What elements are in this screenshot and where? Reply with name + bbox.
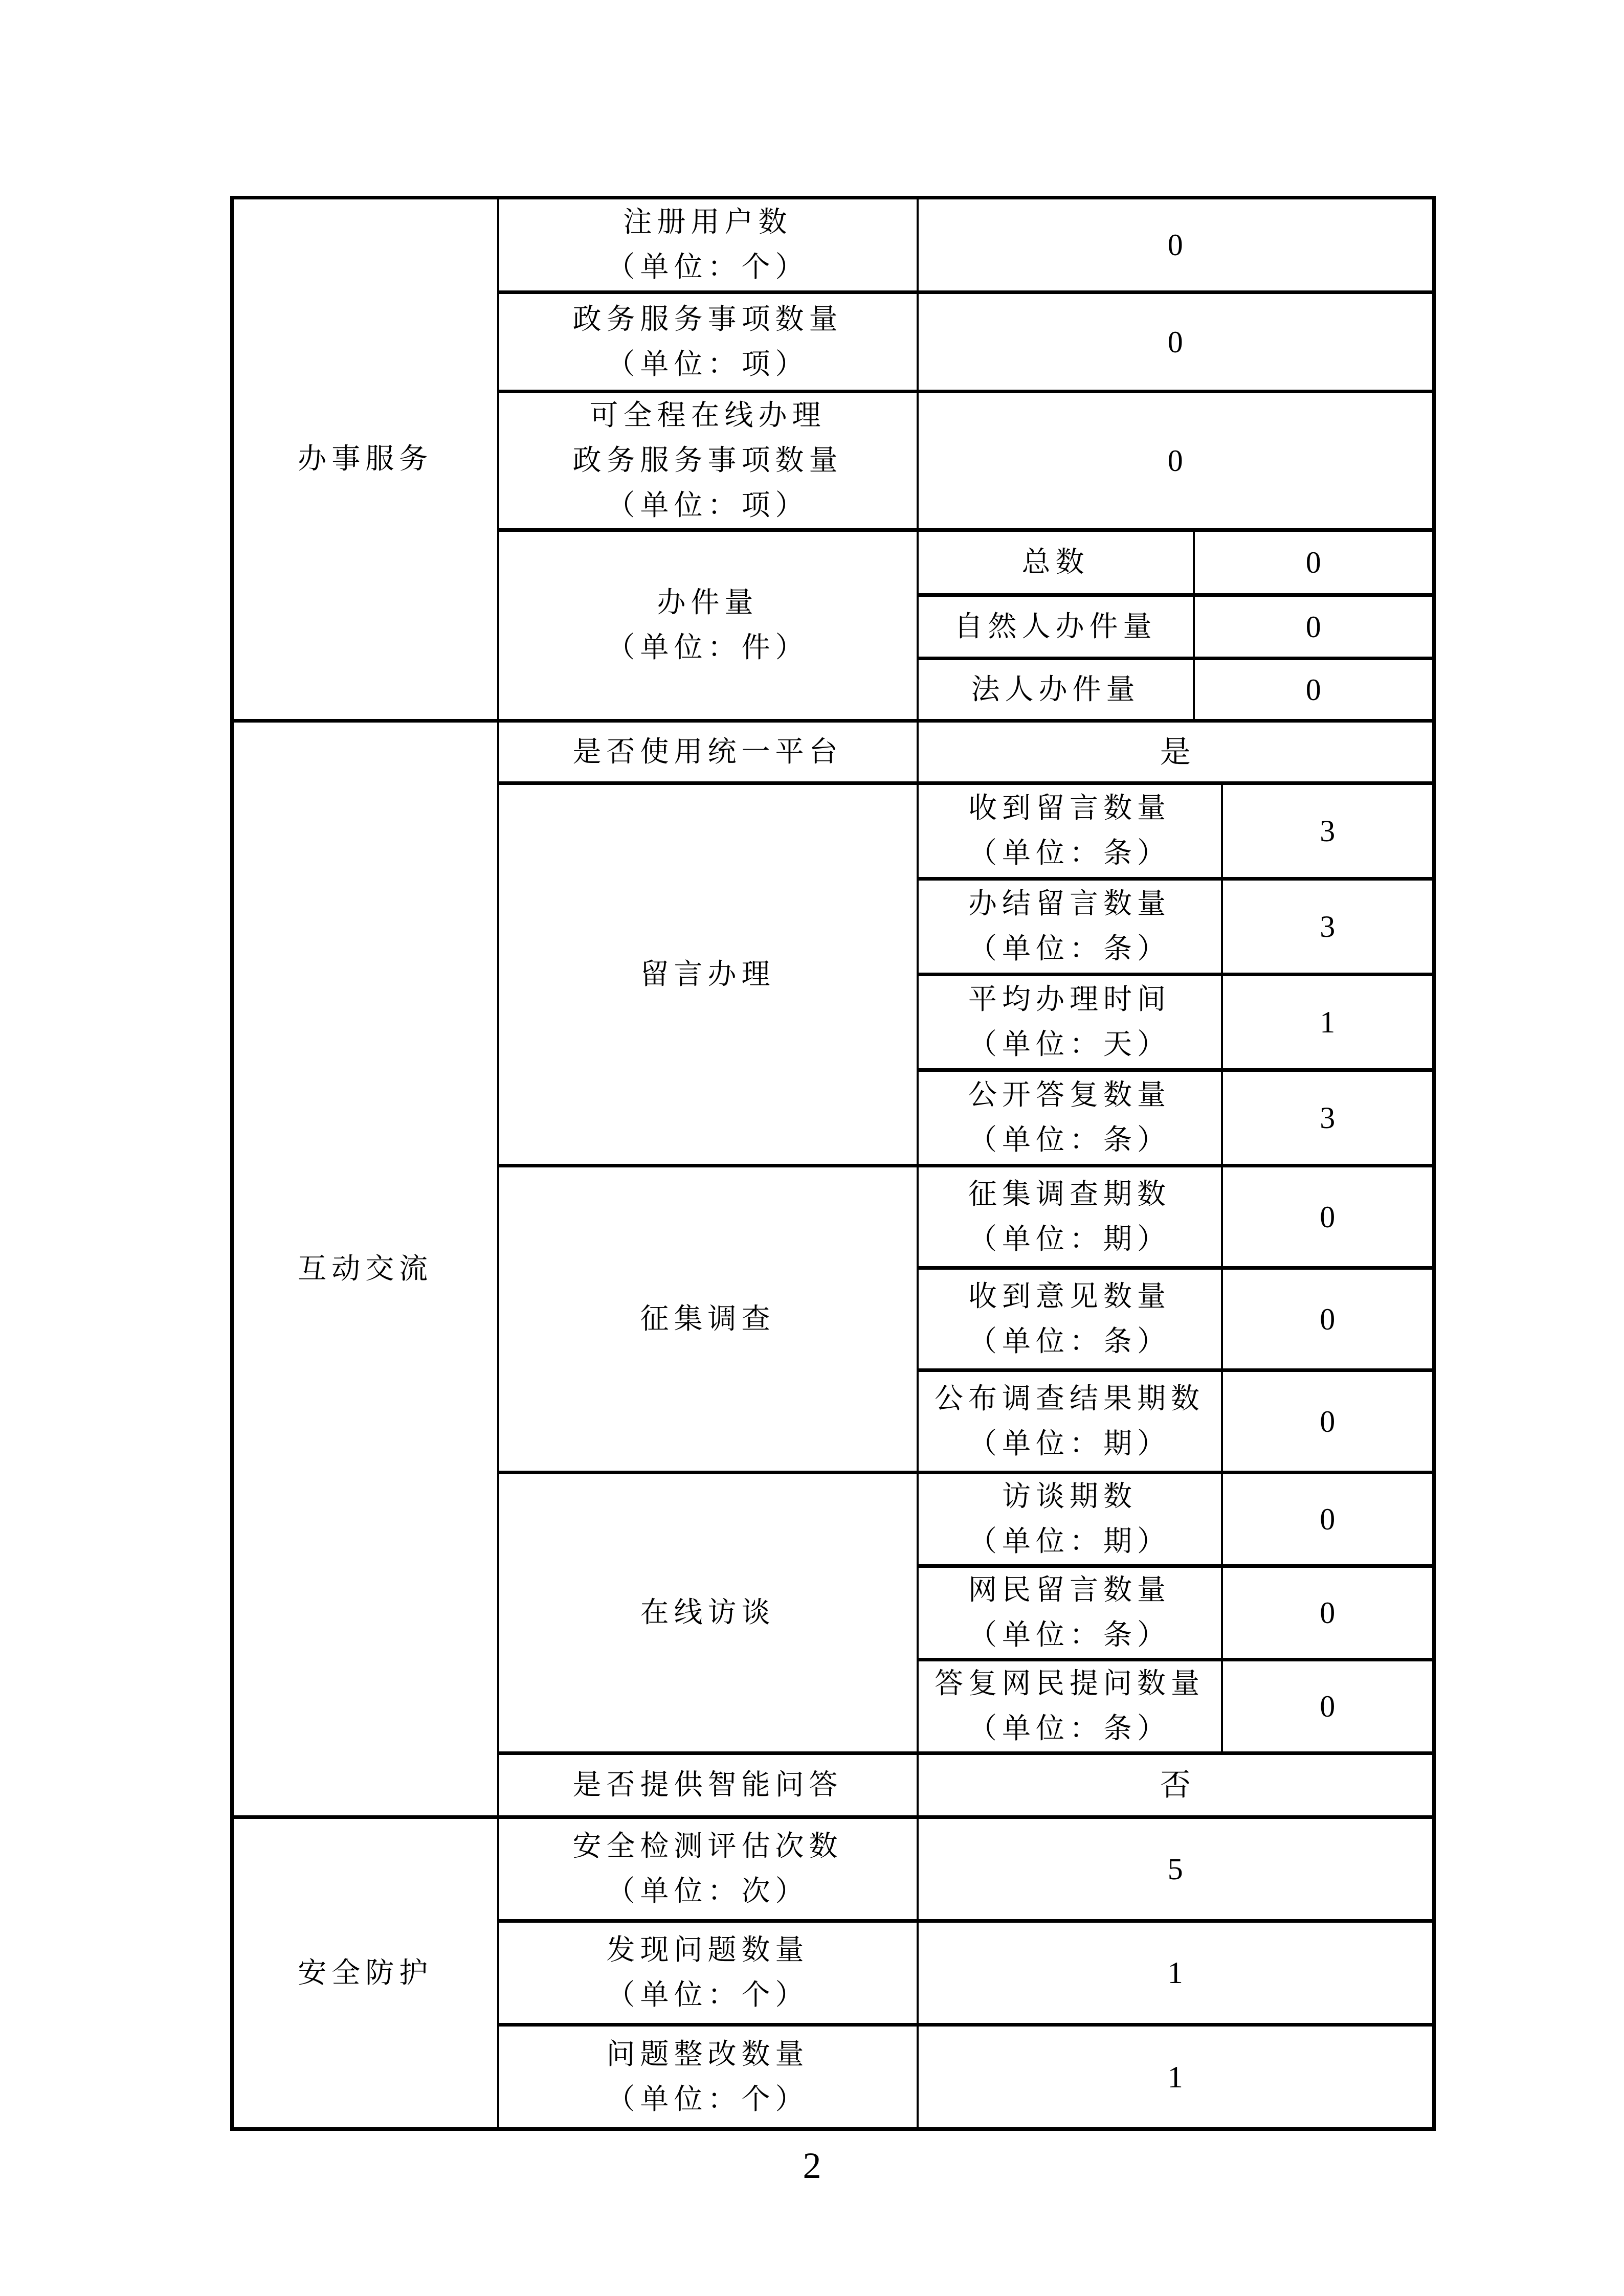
category-cell-service xyxy=(232,198,498,721)
cell-value: 0 xyxy=(1167,444,1183,478)
metric-unit: （单位：个） xyxy=(606,252,809,283)
value-cell xyxy=(918,392,1434,530)
submetric-cell xyxy=(918,975,1222,1070)
value-cell xyxy=(1222,1473,1434,1566)
value-cell xyxy=(1194,595,1434,659)
cell-value: 0 xyxy=(1320,1200,1336,1234)
submetric-label: 办结留言数量 xyxy=(968,888,1171,920)
category-cell-security xyxy=(232,1817,498,2129)
submetric-cell xyxy=(918,1268,1222,1370)
metric-cell xyxy=(498,721,918,783)
page-number: 2 xyxy=(803,2145,821,2186)
group-unit: （单位：件） xyxy=(606,632,809,664)
category-cell-interaction xyxy=(232,721,498,1817)
submetric-cell xyxy=(918,530,1194,595)
group-cell-banjianliang xyxy=(498,530,918,721)
cell-value: 0 xyxy=(1167,228,1183,262)
metric-cell xyxy=(498,292,918,392)
submetric-label: 答复网民提问数量 xyxy=(935,1668,1205,1700)
metric-unit: （单位：个） xyxy=(606,2083,809,2115)
metric-label: 可全程在线办理 xyxy=(589,400,826,432)
cell-value: 1 xyxy=(1167,2060,1183,2094)
value-cell xyxy=(918,292,1434,392)
submetric-unit: （单位：条） xyxy=(968,1619,1171,1651)
value-cell xyxy=(918,1921,1434,2025)
metric-unit: （单位：个） xyxy=(606,1979,809,2011)
submetric-label: 公布调查结果期数 xyxy=(935,1383,1205,1415)
metric-cell xyxy=(498,1817,918,1921)
metric-unit: （单位：次） xyxy=(606,1876,809,1907)
submetric-label: 总数 xyxy=(1021,547,1089,578)
value-cell xyxy=(1222,1166,1434,1268)
metric-label: 政务服务事项数量 xyxy=(572,445,843,477)
submetric-cell xyxy=(918,1566,1222,1660)
cell-value: 3 xyxy=(1320,910,1336,943)
cell-value: 0 xyxy=(1305,546,1321,579)
value-cell xyxy=(1222,1566,1434,1660)
submetric-label: 公开答复数量 xyxy=(968,1079,1171,1111)
cell-value: 0 xyxy=(1167,325,1183,359)
value-cell xyxy=(1194,530,1434,595)
submetric-unit: （单位：条） xyxy=(968,1713,1171,1745)
category-label: 办事服务 xyxy=(298,443,433,475)
group-cell-zhengjidiaocha xyxy=(498,1166,918,1473)
value-cell xyxy=(1222,879,1434,975)
metric-unit: （单位：项） xyxy=(606,490,809,522)
cell-value: 1 xyxy=(1320,1005,1336,1039)
group-label: 留言办理 xyxy=(640,958,775,991)
cell-value: 0 xyxy=(1320,1690,1336,1723)
value-cell xyxy=(918,198,1434,292)
cell-value: 否 xyxy=(1160,1768,1191,1802)
submetric-cell xyxy=(918,1660,1222,1753)
value-cell xyxy=(1194,659,1434,721)
category-label: 安全防护 xyxy=(298,1957,433,1989)
value-cell xyxy=(918,1817,1434,1921)
cell-value: 0 xyxy=(1320,1404,1336,1438)
value-cell xyxy=(1222,783,1434,879)
table-row xyxy=(232,721,1434,783)
metric-label: 问题整改数量 xyxy=(606,2038,809,2070)
metric-label: 是否使用统一平台 xyxy=(572,736,843,768)
metric-label: 发现问题数量 xyxy=(606,1934,809,1966)
cell-value: 0 xyxy=(1305,610,1321,644)
submetric-unit: （单位：期） xyxy=(968,1526,1171,1558)
table-row xyxy=(232,1817,1434,1921)
cell-value: 0 xyxy=(1320,1596,1336,1630)
metric-cell xyxy=(498,1753,918,1817)
cell-value: 0 xyxy=(1320,1302,1336,1336)
group-label: 征集调查 xyxy=(640,1303,775,1335)
submetric-unit: （单位：天） xyxy=(968,1029,1171,1061)
report-table xyxy=(230,196,1436,2131)
cell-value: 0 xyxy=(1305,672,1321,707)
cell-value: 0 xyxy=(1320,1502,1336,1536)
metric-cell xyxy=(498,1921,918,2025)
metric-label: 安全检测评估次数 xyxy=(572,1831,843,1862)
metric-unit: （单位：项） xyxy=(606,348,809,380)
value-cell xyxy=(918,721,1434,783)
submetric-cell xyxy=(918,879,1222,975)
submetric-label: 法人办件量 xyxy=(971,673,1140,706)
group-label: 办件量 xyxy=(657,587,759,619)
cell-value: 3 xyxy=(1320,1101,1336,1135)
group-label: 在线访谈 xyxy=(640,1597,775,1629)
submetric-label: 自然人办件量 xyxy=(954,611,1157,643)
value-cell xyxy=(1222,1070,1434,1166)
metric-cell xyxy=(498,392,918,530)
metric-cell xyxy=(498,2025,918,2129)
submetric-unit: （单位：期） xyxy=(968,1428,1171,1460)
cell-value: 1 xyxy=(1167,1956,1183,1990)
metric-label: 是否提供智能问答 xyxy=(572,1769,843,1801)
submetric-label: 征集调查期数 xyxy=(968,1178,1171,1210)
metric-label: 政务服务事项数量 xyxy=(572,303,843,335)
submetric-label: 访谈期数 xyxy=(1002,1481,1137,1513)
submetric-label: 网民留言数量 xyxy=(968,1574,1171,1606)
group-cell-zaixianfangtan xyxy=(498,1473,918,1753)
submetric-unit: （单位：条） xyxy=(968,933,1171,965)
value-cell xyxy=(1222,1268,1434,1370)
submetric-cell xyxy=(918,783,1222,879)
group-cell-liuyanbanli xyxy=(498,783,918,1166)
value-cell xyxy=(918,2025,1434,2129)
submetric-cell xyxy=(918,659,1194,721)
metric-label: 注册用户数 xyxy=(623,207,792,238)
submetric-label: 平均办理时间 xyxy=(968,984,1171,1016)
category-label: 互动交流 xyxy=(298,1253,433,1285)
metric-cell xyxy=(498,198,918,292)
value-cell xyxy=(1222,1660,1434,1753)
value-cell xyxy=(918,1753,1434,1817)
value-cell xyxy=(1222,975,1434,1070)
cell-value: 是 xyxy=(1160,735,1191,769)
submetric-cell xyxy=(918,1166,1222,1268)
cell-value: 3 xyxy=(1320,814,1336,848)
value-cell xyxy=(1222,1370,1434,1473)
submetric-unit: （单位：条） xyxy=(968,838,1171,869)
submetric-unit: （单位：期） xyxy=(968,1223,1171,1255)
submetric-unit: （单位：条） xyxy=(968,1124,1171,1156)
submetric-unit: （单位：条） xyxy=(968,1325,1171,1358)
submetric-cell xyxy=(918,595,1194,659)
submetric-cell xyxy=(918,1070,1222,1166)
submetric-label: 收到意见数量 xyxy=(968,1280,1171,1313)
submetric-cell xyxy=(918,1370,1222,1473)
table-row xyxy=(232,198,1434,292)
cell-value: 5 xyxy=(1167,1852,1183,1886)
submetric-label: 收到留言数量 xyxy=(968,793,1171,824)
submetric-cell xyxy=(918,1473,1222,1566)
